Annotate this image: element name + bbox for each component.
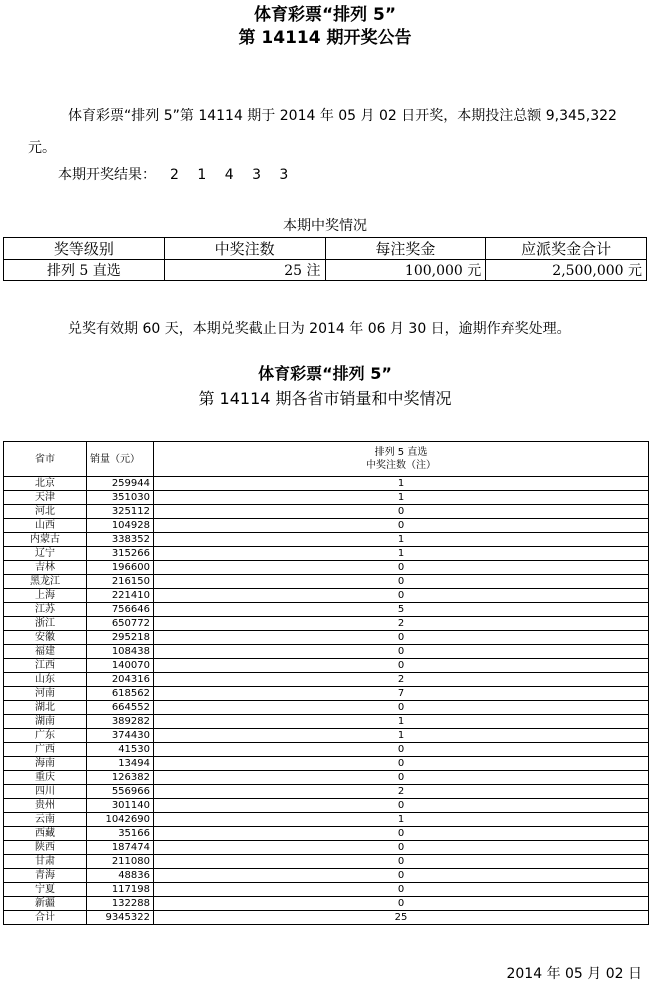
winners-cell: 5 xyxy=(154,603,649,617)
winners-cell: 2 xyxy=(154,673,649,687)
winners-cell: 0 xyxy=(154,827,649,841)
table-row xyxy=(4,505,649,519)
province-cell: 湖北 xyxy=(4,701,87,715)
table-row xyxy=(4,757,649,771)
prize-count: 25 注 xyxy=(164,260,325,281)
province-cell: 宁夏 xyxy=(4,883,87,897)
province-cell: 内蒙古 xyxy=(4,533,87,547)
winners-cell: 1 xyxy=(154,533,649,547)
winners-cell: 0 xyxy=(154,799,649,813)
winners-cell: 0 xyxy=(154,631,649,645)
sales-cell: 756646 xyxy=(87,603,154,617)
table-row xyxy=(4,785,649,799)
province-cell: 甘肃 xyxy=(4,855,87,869)
province-cell: 江苏 xyxy=(4,603,87,617)
sales-cell: 13494 xyxy=(87,757,154,771)
province-cell: 重庆 xyxy=(4,771,87,785)
winners-cell: 0 xyxy=(154,561,649,575)
province-cell: 湖南 xyxy=(4,715,87,729)
table-row xyxy=(4,575,649,589)
sales-cell: 259944 xyxy=(87,477,154,491)
table-row xyxy=(4,715,649,729)
winners-cell: 0 xyxy=(154,897,649,911)
table-row xyxy=(4,659,649,673)
header-sales: 销量（元） xyxy=(87,442,154,477)
province-cell: 北京 xyxy=(4,477,87,491)
province-cell: 黑龙江 xyxy=(4,575,87,589)
table-row xyxy=(4,533,649,547)
winners-cell: 0 xyxy=(154,589,649,603)
table-row xyxy=(4,841,649,855)
winners-cell: 0 xyxy=(154,743,649,757)
table-row xyxy=(4,673,649,687)
province-cell: 福建 xyxy=(4,645,87,659)
winners-cell: 0 xyxy=(154,701,649,715)
table-row xyxy=(4,617,649,631)
winners-cell: 0 xyxy=(154,519,649,533)
table-row xyxy=(4,813,649,827)
winners-cell: 0 xyxy=(154,855,649,869)
table-row xyxy=(4,771,649,785)
province-cell: 广东 xyxy=(4,729,87,743)
sales-cell: 664552 xyxy=(87,701,154,715)
sales-cell: 1042690 xyxy=(87,813,154,827)
winners-cell: 0 xyxy=(154,505,649,519)
sales-cell: 556966 xyxy=(87,785,154,799)
winners-cell: 1 xyxy=(154,813,649,827)
header-prize: 每注奖金 xyxy=(325,238,486,260)
sales-cell: 295218 xyxy=(87,631,154,645)
province-cell: 新疆 xyxy=(4,897,87,911)
winners-cell: 0 xyxy=(154,645,649,659)
province-cell: 河北 xyxy=(4,505,87,519)
prize-table xyxy=(3,237,647,281)
table-row xyxy=(4,603,649,617)
sales-cell: 338352 xyxy=(87,533,154,547)
sales-cell: 132288 xyxy=(87,897,154,911)
sales-cell: 618562 xyxy=(87,687,154,701)
table-row xyxy=(4,799,649,813)
prize-table-header xyxy=(4,238,647,260)
page-title: 体育彩票“排列 5” xyxy=(253,5,397,25)
sales-cell: 41530 xyxy=(87,743,154,757)
sales-cell: 48836 xyxy=(87,869,154,883)
table-row xyxy=(4,897,649,911)
winners-cell: 7 xyxy=(154,687,649,701)
sales-cell: 108438 xyxy=(87,645,154,659)
table-row xyxy=(4,827,649,841)
sales-cell: 9345322 xyxy=(87,911,154,925)
table-row xyxy=(4,561,649,575)
header-total: 应派奖金合计 xyxy=(486,238,647,260)
winners-cell: 1 xyxy=(154,491,649,505)
sales-cell: 325112 xyxy=(87,505,154,519)
winners-cell: 1 xyxy=(154,729,649,743)
province-cell: 西藏 xyxy=(4,827,87,841)
province-cell: 陕西 xyxy=(4,841,87,855)
province-table xyxy=(3,441,649,925)
province-cell: 浙江 xyxy=(4,617,87,631)
province-cell: 天津 xyxy=(4,491,87,505)
header-winners-line2: 中奖注数（注） xyxy=(366,460,436,471)
winners-cell: 0 xyxy=(154,771,649,785)
province-title: 体育彩票“排列 5” xyxy=(258,364,392,383)
table-row xyxy=(4,701,649,715)
prize-amount: 100,000 元 xyxy=(325,260,486,281)
table-row xyxy=(4,547,649,561)
province-cell: 上海 xyxy=(4,589,87,603)
intro-paragraph: 体育彩票“排列 5”第 14114 期于 2014 年 05 月 02 日开奖，本期投注总额 9,345,322 元。 xyxy=(28,108,617,156)
province-cell: 山西 xyxy=(4,519,87,533)
province-table-body xyxy=(4,477,649,925)
province-cell: 辽宁 xyxy=(4,547,87,561)
sales-cell: 35166 xyxy=(87,827,154,841)
table-row xyxy=(4,519,649,533)
winners-cell: 0 xyxy=(154,883,649,897)
province-table-header xyxy=(4,442,649,477)
winners-cell: 0 xyxy=(154,659,649,673)
header-count: 中奖注数 xyxy=(164,238,325,260)
table-row xyxy=(4,645,649,659)
sales-cell: 650772 xyxy=(87,617,154,631)
result-line xyxy=(58,164,295,186)
table-row xyxy=(4,883,649,897)
notice-date: 2014 年 05 月 02 日 xyxy=(506,966,642,982)
sales-cell: 211080 xyxy=(87,855,154,869)
province-cell: 贵州 xyxy=(4,799,87,813)
province-cell: 青海 xyxy=(4,869,87,883)
winners-cell: 0 xyxy=(154,757,649,771)
table-row xyxy=(4,729,649,743)
sales-cell: 315266 xyxy=(87,547,154,561)
sales-cell: 140070 xyxy=(87,659,154,673)
sales-cell: 389282 xyxy=(87,715,154,729)
winners-cell: 1 xyxy=(154,477,649,491)
province-cell: 山东 xyxy=(4,673,87,687)
table-row xyxy=(4,743,649,757)
result-numbers: 2 1 4 3 3 xyxy=(170,167,296,183)
sales-cell: 187474 xyxy=(87,841,154,855)
province-cell: 合计 xyxy=(4,911,87,925)
table-row xyxy=(4,589,649,603)
table-row xyxy=(4,911,649,925)
table-row xyxy=(4,631,649,645)
sales-cell: 117198 xyxy=(87,883,154,897)
prize-total: 2,500,000 元 xyxy=(486,260,647,281)
prize-level: 排列 5 直选 xyxy=(4,260,165,281)
province-cell: 海南 xyxy=(4,757,87,771)
sales-cell: 221410 xyxy=(87,589,154,603)
province-cell: 广西 xyxy=(4,743,87,757)
table-row xyxy=(4,491,649,505)
page-subtitle: 第 14114 期开奖公告 xyxy=(238,28,412,48)
province-cell: 江西 xyxy=(4,659,87,673)
sales-cell: 374430 xyxy=(87,729,154,743)
header-winners-line1: 排列 5 直选 xyxy=(374,447,428,458)
sales-cell: 104928 xyxy=(87,519,154,533)
validity-paragraph: 兑奖有效期 60 天，本期兑奖截止日为 2014 年 06 月 30 日，逾期作弃奖处理。 xyxy=(68,321,571,337)
sales-cell: 196600 xyxy=(87,561,154,575)
table-row xyxy=(4,477,649,491)
sales-cell: 351030 xyxy=(87,491,154,505)
prize-table-row xyxy=(4,260,647,281)
province-cell: 云南 xyxy=(4,813,87,827)
winners-cell: 25 xyxy=(154,911,649,925)
prize-table-caption: 本期中奖情况 xyxy=(283,218,367,234)
winners-cell: 0 xyxy=(154,869,649,883)
province-cell: 吉林 xyxy=(4,561,87,575)
winners-cell: 1 xyxy=(154,715,649,729)
winners-cell: 2 xyxy=(154,785,649,799)
sales-cell: 204316 xyxy=(87,673,154,687)
header-winners xyxy=(154,442,649,477)
header-level: 奖等级别 xyxy=(4,238,165,260)
header-province: 省市 xyxy=(4,442,87,477)
province-subtitle: 第 14114 期各省市销量和中奖情况 xyxy=(198,389,452,408)
province-cell: 四川 xyxy=(4,785,87,799)
sales-cell: 216150 xyxy=(87,575,154,589)
table-row xyxy=(4,855,649,869)
result-label: 本期开奖结果： xyxy=(58,167,156,183)
sales-cell: 126382 xyxy=(87,771,154,785)
winners-cell: 2 xyxy=(154,617,649,631)
sales-cell: 301140 xyxy=(87,799,154,813)
winners-cell: 0 xyxy=(154,575,649,589)
winners-cell: 0 xyxy=(154,841,649,855)
table-row xyxy=(4,687,649,701)
province-cell: 安徽 xyxy=(4,631,87,645)
table-row xyxy=(4,869,649,883)
province-cell: 河南 xyxy=(4,687,87,701)
winners-cell: 1 xyxy=(154,547,649,561)
